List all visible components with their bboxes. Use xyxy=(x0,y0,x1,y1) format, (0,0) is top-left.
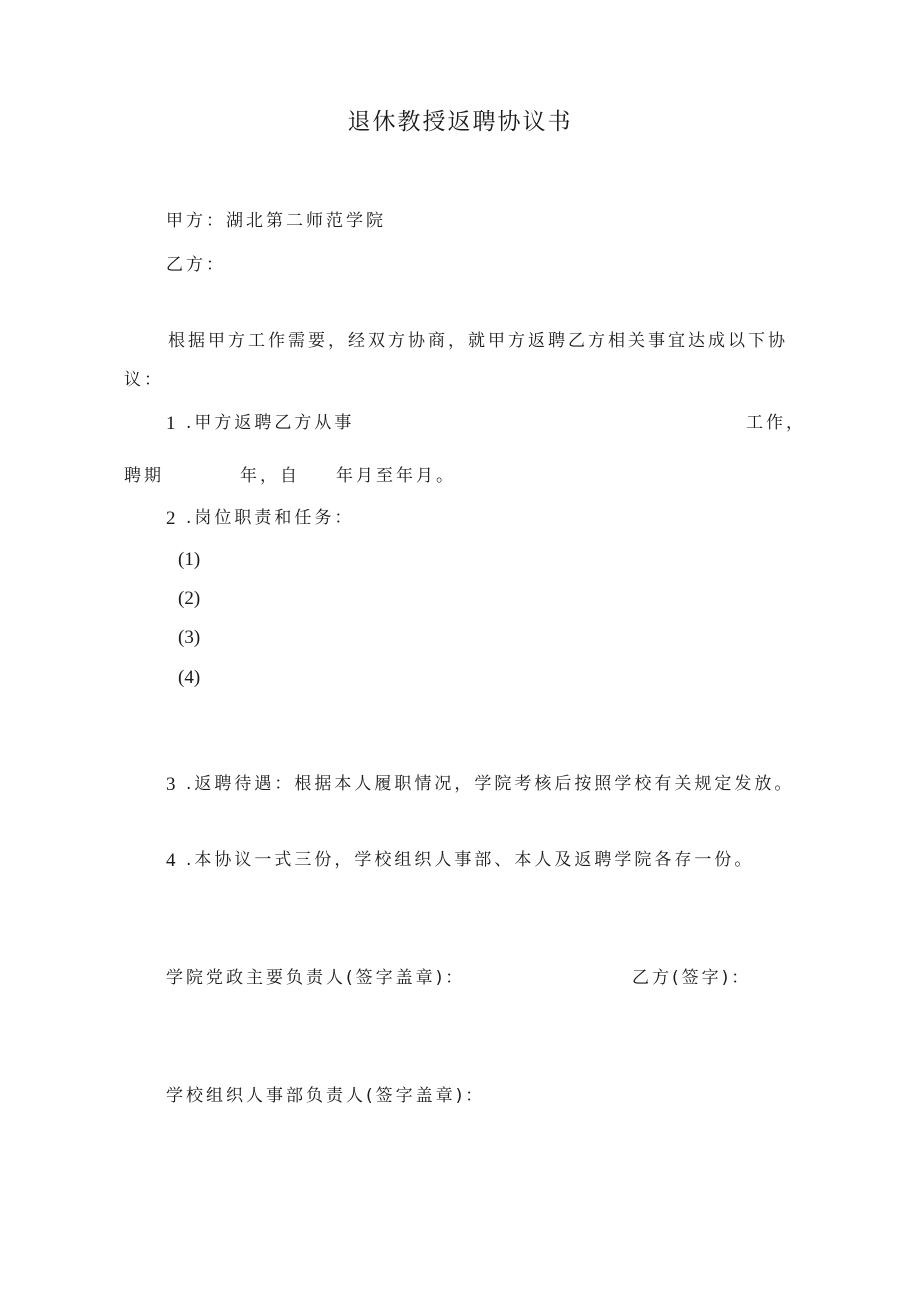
clause-1-number: 1 xyxy=(166,413,176,434)
document-title: 退休教授返聘协议书 xyxy=(347,109,573,135)
clause-1-text: .甲方返聘乙方从事 xyxy=(186,413,355,433)
term-label: 聘期 xyxy=(124,466,164,486)
college-leader-signature: 学院党政主要负责人(签字盖章)： xyxy=(166,968,466,988)
party-a: 甲方：湖北第二师范学院 xyxy=(166,211,386,231)
duty-item-2: (2) xyxy=(178,588,201,609)
term-year: 年，自 xyxy=(240,466,300,486)
intro-line-1: 根据甲方工作需要，经双方协商，就甲方返聘乙方相关事宜达成以下协 xyxy=(168,331,788,351)
duty-item-4: (4) xyxy=(178,667,201,688)
duty-item-3: (3) xyxy=(178,627,201,648)
party-b-signature: 乙方(签字)： xyxy=(632,968,752,988)
duty-item-1: (1) xyxy=(178,549,201,570)
party-b: 乙方： xyxy=(166,255,226,275)
term-range: 年月至年月。 xyxy=(336,466,456,486)
clause-4-number: 4 xyxy=(166,850,176,871)
clause-2-number: 2 xyxy=(166,508,176,529)
hr-leader-signature: 学校组织人事部负责人(签字盖章)： xyxy=(166,1086,486,1106)
clause-2-text: .岗位职责和任务： xyxy=(186,508,355,528)
clause-4-text: .本协议一式三份，学校组织人事部、本人及返聘学院各存一份。 xyxy=(186,850,755,870)
intro-line-2: 议： xyxy=(124,370,164,390)
clause-3-text: .返聘待遇：根据本人履职情况，学院考核后按照学校有关规定发放。 xyxy=(186,774,795,794)
clause-3-number: 3 xyxy=(166,774,176,795)
clause-1-tail: 工作， xyxy=(746,413,806,433)
